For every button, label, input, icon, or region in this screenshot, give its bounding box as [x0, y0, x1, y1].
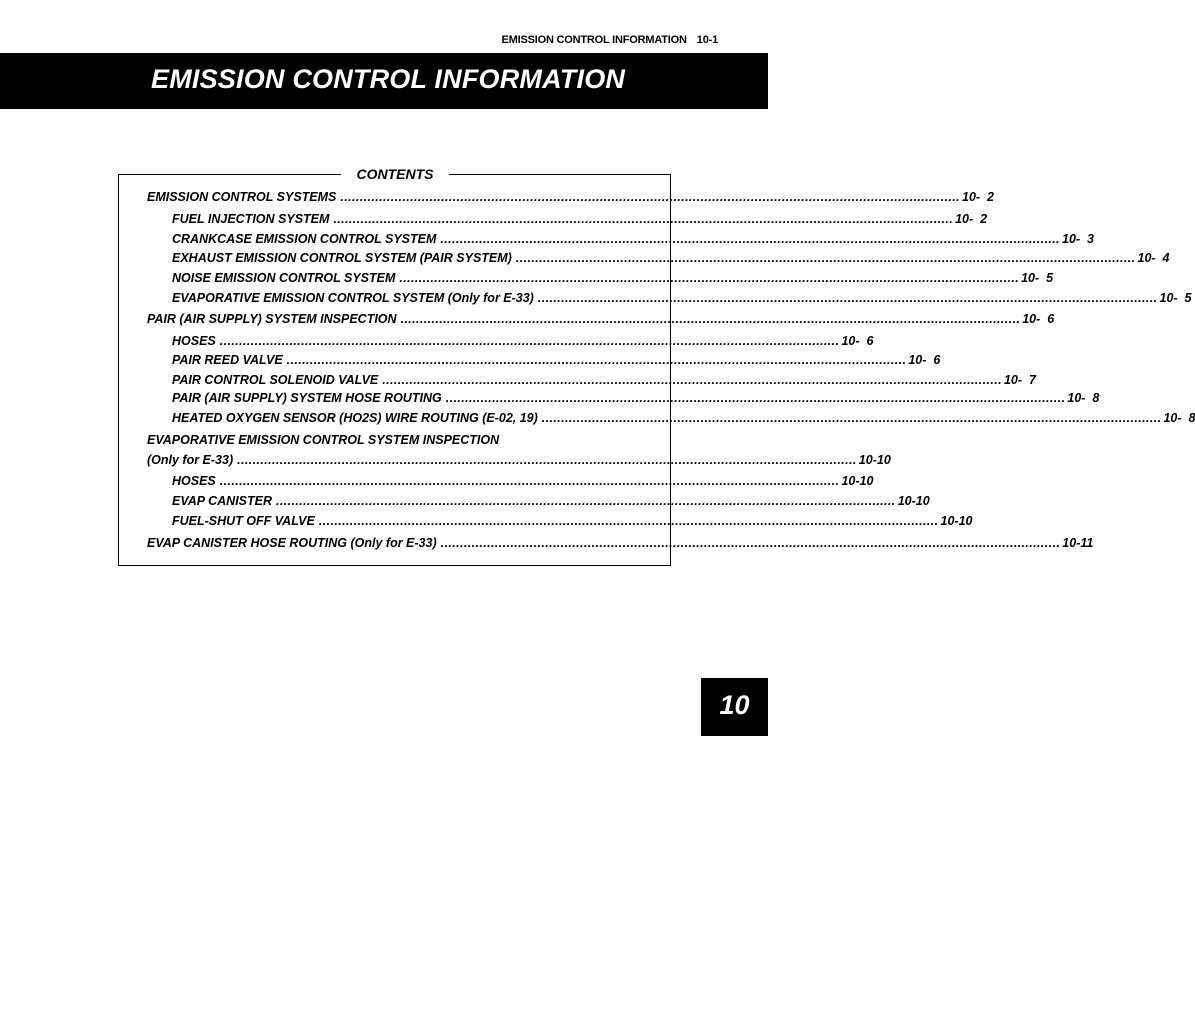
- toc-leader-dots: ................................................................................................................................................................: [400, 312, 1021, 326]
- toc-leader-dots: ................................................................................................................................................................: [537, 291, 1158, 305]
- toc-entry[interactable]: [172, 408, 1195, 428]
- toc-entry-label: NOISE EMISSION CONTROL SYSTEM: [172, 271, 396, 285]
- toc-entry-label: EVAP CANISTER: [172, 494, 273, 508]
- contents-heading: CONTENTS: [341, 164, 449, 184]
- toc-entry[interactable]: [172, 268, 1054, 288]
- section-tab-number: 10: [719, 690, 750, 720]
- toc-entry-page: 10- 8: [1067, 391, 1100, 405]
- toc-entry-label: PAIR CONTROL SOLENOID VALVE: [172, 373, 379, 387]
- toc-leader-dots: ................................................................................................................................................................: [219, 474, 840, 488]
- toc-leader-dots: ................................................................................................................................................................: [440, 536, 1061, 550]
- toc-entry-label: EVAP CANISTER HOSE ROUTING (Only for E-33): [147, 536, 437, 550]
- toc-entry-label: HOSES: [172, 334, 216, 348]
- toc-entry-label: CRANKCASE EMISSION CONTROL SYSTEM: [172, 232, 437, 246]
- toc-entry-label: PAIR REED VALVE: [172, 353, 283, 367]
- toc-entry[interactable]: [172, 209, 988, 229]
- toc-entry-label: HEATED OXYGEN SENSOR (HO2S) WIRE ROUTING (E-02, 19): [172, 411, 538, 425]
- toc-leader-dots: ................................................................................................................................................................: [445, 391, 1066, 405]
- toc-entry-label: FUEL-SHUT OFF VALVE: [172, 514, 315, 528]
- toc-entry-page: 10- 8: [1163, 411, 1195, 425]
- toc-leader-dots: ................................................................................................................................................................: [333, 212, 954, 226]
- toc-leader-dots: ................................................................................................................................................................: [515, 251, 1136, 265]
- toc-entry[interactable]: [172, 248, 1170, 268]
- running-header-page-number: 10-1: [696, 34, 718, 46]
- toc-entry-page: 10-10: [897, 494, 930, 508]
- toc-entry[interactable]: [172, 491, 930, 511]
- toc-entry-page: 10- 5: [1159, 291, 1192, 305]
- toc-leader-dots: ................................................................................................................................................................: [382, 373, 1002, 387]
- toc-leader-dots: ................................................................................................................................................................: [276, 494, 896, 508]
- toc-leader-dots: ................................................................................................................................................................: [219, 334, 840, 348]
- toc-entry[interactable]: [147, 309, 1055, 329]
- toc-leader-dots: ................................................................................................................................................................: [318, 514, 939, 528]
- toc-entry[interactable]: [172, 331, 874, 351]
- toc-entry-label: EVAPORATIVE EMISSION CONTROL SYSTEM INSPECTION: [147, 433, 500, 447]
- toc-entry-label: PAIR (AIR SUPPLY) SYSTEM INSPECTION: [147, 312, 397, 326]
- toc-entry-page: 10- 6: [908, 353, 941, 367]
- toc-entry[interactable]: [172, 229, 1095, 249]
- toc-entry[interactable]: [172, 288, 1192, 308]
- toc-entry[interactable]: [147, 533, 1094, 553]
- title-bar: [0, 53, 768, 109]
- toc-entry-label: EXHAUST EMISSION CONTROL SYSTEM (PAIR SYSTEM): [172, 251, 512, 265]
- toc-entry[interactable]: [172, 370, 1036, 390]
- toc-entry-page: 10- 5: [1021, 271, 1054, 285]
- toc-entry-page: 10- 6: [1022, 312, 1055, 326]
- toc-entry-page: 10- 6: [841, 334, 874, 348]
- toc-entry-label: EMISSION CONTROL SYSTEMS: [147, 190, 337, 204]
- toc-entry[interactable]: [147, 430, 639, 450]
- toc-entry[interactable]: [172, 388, 1100, 408]
- toc-leader-dots: ................................................................................................................................................................: [440, 232, 1061, 246]
- toc-entry-label: FUEL INJECTION SYSTEM: [172, 212, 330, 226]
- toc-entry-page: 10-11: [1062, 536, 1094, 550]
- toc-entry-page: 10-10: [940, 514, 973, 528]
- toc-entry-page: 10- 2: [955, 212, 988, 226]
- running-header: [502, 34, 719, 46]
- running-header-section: EMISSION CONTROL INFORMATION: [501, 34, 687, 46]
- toc-entry-page: 10-10: [858, 453, 891, 467]
- page-title: EMISSION CONTROL INFORMATION: [151, 64, 626, 94]
- toc-entry-page: 10- 2: [962, 190, 995, 204]
- toc-entry[interactable]: [147, 450, 891, 470]
- toc-leader-dots: ................................................................................................................................................................: [399, 271, 1020, 285]
- toc-leader-dots: ................................................................................................................................................................: [286, 353, 907, 367]
- toc-entry-label: PAIR (AIR SUPPLY) SYSTEM HOSE ROUTING: [172, 391, 442, 405]
- toc-entry-page: 10- 4: [1137, 251, 1170, 265]
- toc-entry-label: EVAPORATIVE EMISSION CONTROL SYSTEM (Only for E-33): [172, 291, 534, 305]
- toc-entry[interactable]: [172, 471, 874, 491]
- section-tab: [701, 678, 768, 736]
- toc-entry[interactable]: [147, 187, 995, 207]
- toc-entry-page: 10- 7: [1003, 373, 1036, 387]
- toc-entry-label: HOSES: [172, 474, 216, 488]
- toc-leader-dots: ................................................................................................................................................................: [340, 190, 961, 204]
- toc-leader-dots: ................................................................................................................................................................: [237, 453, 857, 467]
- toc-entry[interactable]: [172, 350, 941, 370]
- toc-entry[interactable]: [172, 511, 973, 531]
- toc-entry-page: 10- 3: [1062, 232, 1095, 246]
- toc-entry-page: 10-10: [841, 474, 874, 488]
- toc-entry-label: (Only for E-33): [147, 453, 234, 467]
- toc-leader-dots: ................................................................................................................................................................: [541, 411, 1162, 425]
- contents-box: [118, 166, 1195, 566]
